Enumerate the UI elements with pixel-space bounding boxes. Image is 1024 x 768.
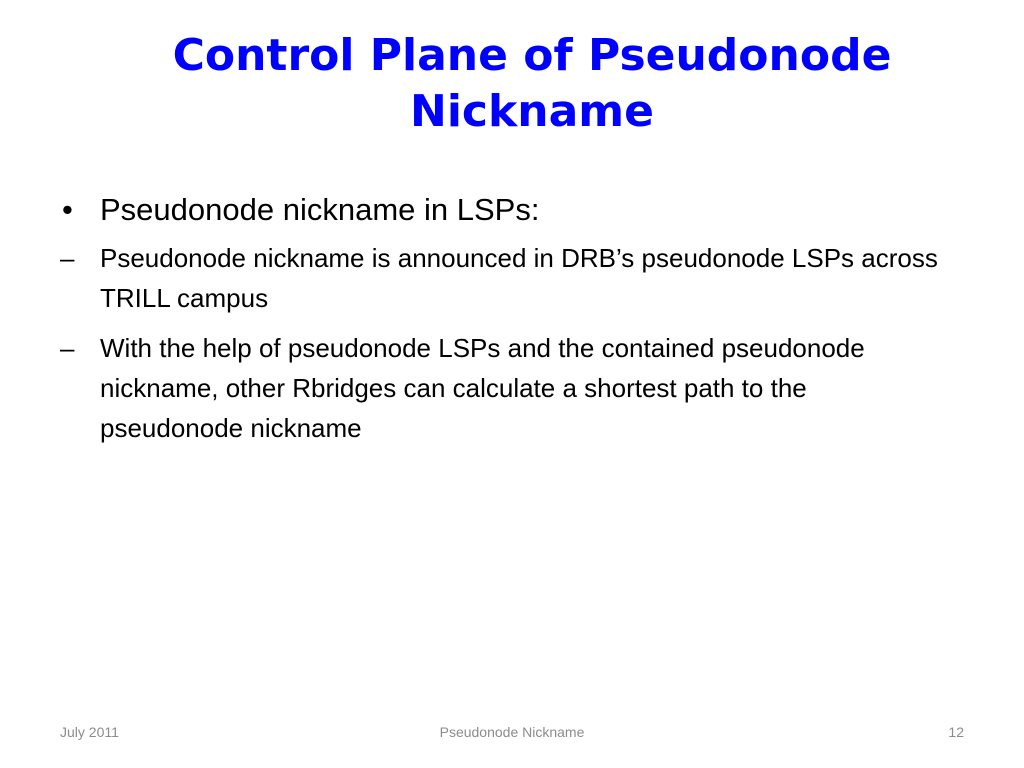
footer-date: July 2011 [60,724,119,740]
sub-bullet-item [60,238,940,318]
sub-bullet-marker: – [60,243,75,273]
bullet-marker: • [62,192,73,227]
sub-bullet-marker: – [60,333,75,363]
bullet-item [60,190,940,230]
slide-body [60,190,940,458]
sub-bullet-item [60,328,940,448]
page-number: 12 [948,724,964,740]
sub-bullet-text: With the help of pseudonode LSPs and the contained pseudonode nickname, other Rbridges can calculate a shortest path to the pseudonode nickname [100,333,865,443]
bullet-text: Pseudonode nickname in LSPs: [100,192,540,227]
sub-bullet-text: Pseudonode nickname is announced in DRB’s pseudonode LSPs across TRILL campus [100,243,938,313]
footer-title: Pseudonode Nickname [439,724,585,740]
slide-title: Control Plane of Pseudonode Nickname [172,30,892,137]
